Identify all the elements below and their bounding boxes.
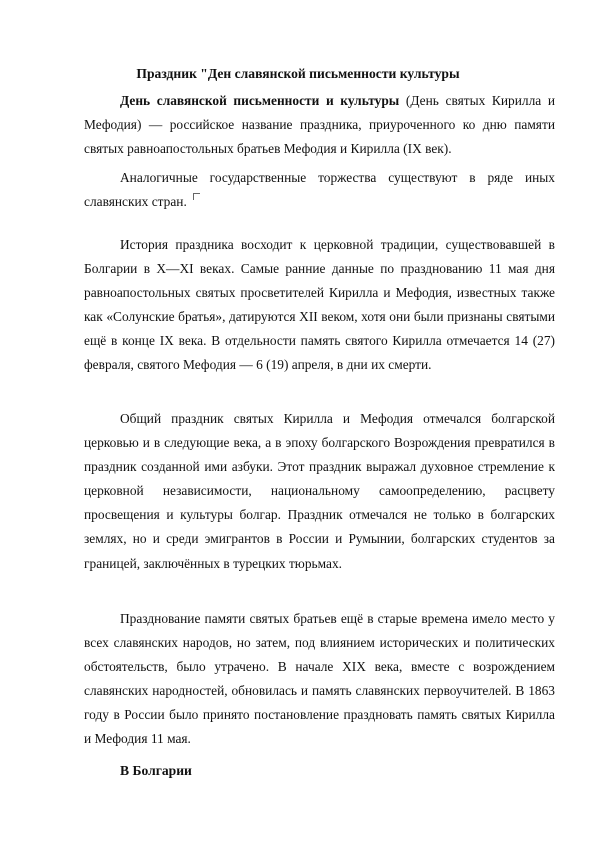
- paragraph-3: [84, 233, 555, 378]
- paragraph-2: [84, 166, 555, 214]
- paragraph-1: [84, 89, 555, 161]
- document-title: Праздник "Ден славянской письменности культуры: [136, 66, 460, 81]
- paragraph-5-text: Празднование памяти святых братьев ещё в старые времена имело место у всех славянских народов, но затем, под влиянием исторических и политических обстоятельств, было утрачено. В начале XIX века, вместе с возрождением славянских народностей, обновилась и память славянских первоучителей. В 1863 году в России было принято постановление праздновать память святых Кирилла и Мефодия 11 мая.: [84, 611, 555, 747]
- corner-mark-icon: [193, 193, 200, 200]
- paragraph-2-text: Аналогичные государственные торжества существуют в ряде иных славянских стран.: [84, 170, 555, 210]
- paragraph-1-text: (День святых Кирилла и Мефодия) — российское название праздника, приуроченного ко дню памяти святых равноапостольных братьев Мефодия и Кирилла (IX век).: [84, 93, 555, 157]
- paragraph-3-text: История праздника восходит к церковной традиции, существовавшей в Болгарии в X—XI веках. Самые ранние данные по празднованию 11 мая дня равноапостольных святых просветителей Кирилла и Мефодия, известных также как «Солунские братья», датируются XII веком, хотя они были признаны святыми ещё в конце IX века. В отдельности память святого Кирилла отмечается 14 (27) февраля, святого Мефодия — 6 (19) апреля, в дни их смерти.: [84, 237, 555, 373]
- paragraph-4-text: Общий праздник святых Кирилла и Мефодия отмечался болгарской церковью и в следующие века, а в эпоху болгарского Возрождения превратился в праздник созданной ими азбуки. Этот праздник выражал духовное стремление к церковной независимости, национальному самоопределению, расцвету просвещения и культуры болгар. Праздник отмечался не только в болгарских землях, но и среди эмигрантов в России и Румынии, болгарских студентов за границей, заключённых в турецких тюрьмах.: [84, 411, 555, 571]
- paragraph-5: [84, 607, 555, 752]
- section-heading-bulgaria: В Болгарии: [120, 763, 192, 778]
- paragraph-4: [84, 407, 555, 576]
- paragraph-1-bold: День славянской письменности и культуры: [120, 93, 400, 108]
